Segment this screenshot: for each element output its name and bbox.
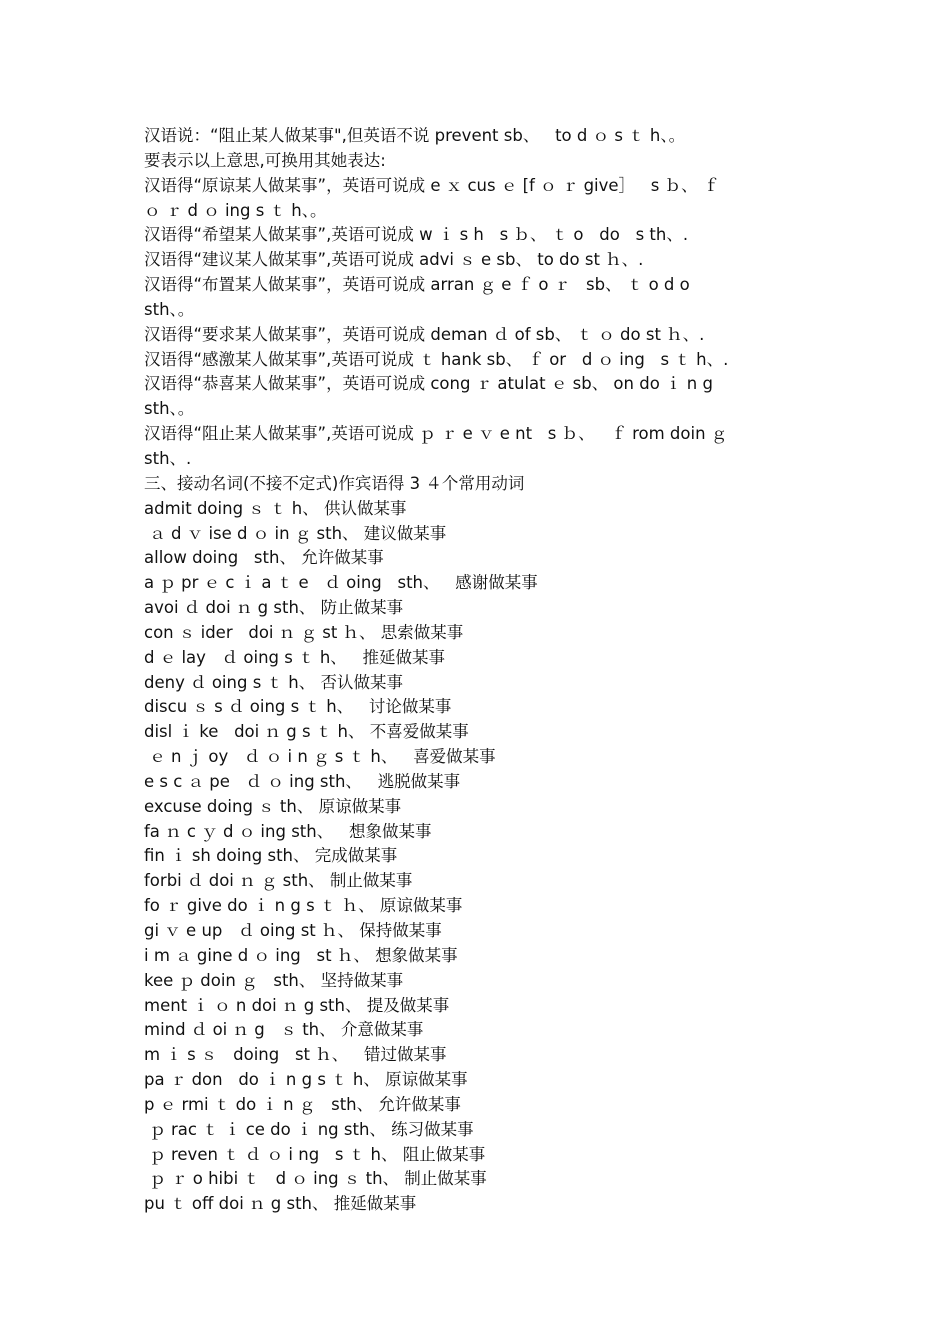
- verb-list-item: m ｉ s ｓ doing st ｈ、 错过做某事: [144, 1045, 447, 1065]
- verb-list-item: e s c ａ pe ｄ ｏ ing sth、 逃脱做某事: [144, 771, 461, 791]
- text-line: sth、.: [144, 448, 192, 468]
- verb-list-item: ｐ ｒ o hibi ｔ d ｏ ing ｓ th、 制止做某事: [144, 1169, 487, 1189]
- verb-list-item: gi ｖ e up ｄ oing st ｈ、 保持做某事: [144, 921, 442, 940]
- verb-list-item: a ｐ pr ｅ c ｉ a ｔ e ｄ oing sth、 感谢做某事: [144, 573, 538, 593]
- verb-list-item: allow doing sth、 允许做某事: [144, 548, 384, 568]
- text-line: 汉语得“布置某人做某事”，英语可说成 arran ｇ e ｆ o ｒ sb、 ｔ o d o: [144, 275, 690, 295]
- text-line: 汉语得“恭喜某人做某事”，英语可说成 cong ｒ atulat ｅ sb、 on do ｉ n g: [144, 374, 713, 394]
- text-line: 要表示以上意思,可换用其她表达:: [144, 150, 386, 170]
- section-heading: 三、接动名词(不接不定式)作宾语得 3 ４个常用动词: [144, 473, 525, 493]
- verb-list-item: avoi ｄ doi ｎ g sth、 防止做某事: [144, 598, 404, 618]
- verb-list-item: ａ d ｖ ise d ｏ in ｇ sth、 建议做某事: [144, 523, 447, 543]
- text-line: 汉语得“要求某人做某事”，英语可说成 deman ｄ of sb、 ｔ ｏ do st ｈ、.: [144, 324, 705, 344]
- verb-list-item: discu ｓ s ｄ oing s ｔ h、 讨论做某事: [144, 697, 452, 717]
- verb-list-item: excuse doing ｓ th、 原谅做某事: [144, 796, 402, 816]
- verb-list-item: ment ｉ ｏ n doi ｎ g sth、 提及做某事: [144, 995, 450, 1015]
- text-line: ｏ ｒ d ｏ ing s ｔ h、。: [144, 200, 327, 220]
- text-line: 汉语得“希望某人做某事”,英语可说成 w ｉ s h s ｂ、 ｔ o do s th、.: [144, 225, 689, 245]
- verb-list-item: disl ｉ ke doi ｎ g s ｔ h、 不喜爱做某事: [144, 722, 469, 742]
- verb-list-item: admit doing ｓ ｔ h、 供认做某事: [144, 498, 407, 518]
- text-line: 汉语得“建议某人做某事”,英语可说成 advi ｓ e sb、 to do st ｈ、.: [144, 250, 644, 270]
- text-line: 汉语得“阻止某人做某事”,英语可说成 ｐ ｒ e ｖ e nt s ｂ、 ｆ rom doin ｇ: [144, 424, 728, 444]
- verb-list-item: ｐ rac ｔ ｉ ce do ｉ ng sth、 练习做某事: [144, 1119, 474, 1139]
- verb-list-item: pa ｒ don do ｉ n g s ｔ h、 原谅做某事: [144, 1070, 468, 1090]
- verb-list-item: kee ｐ doin ｇ sth、 坚持做某事: [144, 970, 404, 990]
- verb-list-item: fin ｉ sh doing sth、 完成做某事: [144, 846, 398, 866]
- verb-list-item: forbi ｄ doi ｎ ｇ sth、 制止做某事: [144, 871, 413, 891]
- verb-list-item: p ｅ rmi ｔ do ｉ n ｇ sth、 允许做某事: [144, 1094, 461, 1114]
- verb-list-item: fo ｒ give do ｉ n g s ｔ ｈ、 原谅做某事: [144, 896, 463, 916]
- verb-list-item: pu ｔ off doi ｎ g sth、 推延做某事: [144, 1194, 417, 1214]
- document-body: [144, 124, 810, 1217]
- verb-list-item: ｐ reven ｔ ｄ ｏ i ng s ｔ h、 阻止做某事: [144, 1144, 486, 1164]
- verb-list-item: fa ｎ c ｙ d ｏ ing sth、 想象做某事: [144, 821, 432, 841]
- verb-list-item: i m ａ gine d ｏ ing st ｈ、 想象做某事: [144, 945, 458, 965]
- verb-list-item: con ｓ ider doi ｎ ｇ st ｈ、 思索做某事: [144, 622, 464, 642]
- text-line: sth、。: [144, 299, 195, 319]
- verb-list-item: d ｅ lay ｄ oing s ｔ h、 推延做某事: [144, 647, 446, 667]
- text-line: sth、。: [144, 399, 195, 419]
- text-line: 汉语说：“阻止某人做某事",但英语不说 prevent sb、 to d ｏ s ｔ h、。: [144, 126, 686, 145]
- verb-list-item: deny ｄ oing s ｔ h、 否认做某事: [144, 672, 403, 692]
- verb-list-item: ｅ n ｊ oy ｄ ｏ i n ｇ s ｔ h、 喜爱做某事: [144, 747, 496, 767]
- text-line: 汉语得“感激某人做某事”,英语可说成 ｔ hank sb、 ｆ or d ｏ ing s ｔ h、.: [144, 349, 729, 369]
- text-line: 汉语得“原谅某人做某事”，英语可说成 e ｘ cus ｅ [f ｏ ｒ give］ s ｂ、 ｆ: [144, 175, 720, 195]
- verb-list-item: mind ｄ oi ｎ g ｓ th、 介意做某事: [144, 1020, 424, 1040]
